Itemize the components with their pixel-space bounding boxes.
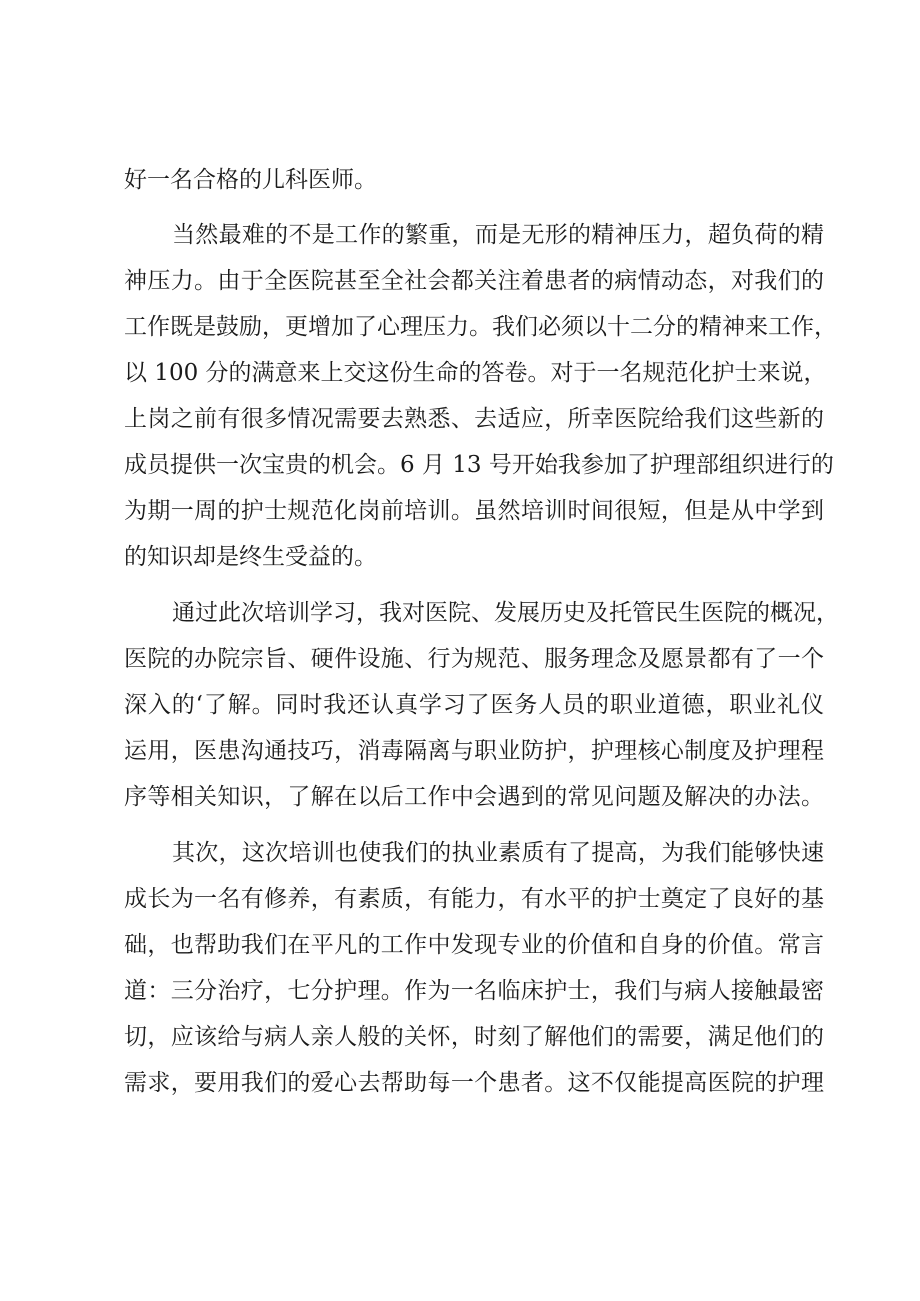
paragraph-first-line: 其次，这次培训也使我们的执业素质有了提高，为我们能够快速 (172, 840, 824, 866)
text-line: 为期一周的护士规范化岗前培训。虽然培训时间很短，但是从中学到 (124, 498, 824, 524)
text-line: 切，应该给与病人亲人般的关怀，时刻了解他们的需要，满足他们的 (124, 1024, 824, 1050)
text-line: 深入的‘了解。同时我还认真学习了医务人员的职业道德，职业礼仪 (124, 692, 824, 718)
text-line: 以 100 分的满意来上交这份生命的答卷。对于一名规范化护士来说， (124, 360, 827, 386)
text-line: 需求，要用我们的爱心去帮助每一个患者。这不仅能提高医院的护理 (124, 1070, 824, 1096)
text-line: 上岗之前有很多情况需要去熟悉、去适应，所幸医院给我们这些新的 (124, 406, 824, 432)
text-line: 医院的办院宗旨、硬件设施、行为规范、服务理念及愿景都有了一个 (124, 646, 824, 672)
text-line: 好一名合格的儿科医师。 (124, 167, 377, 193)
text-line: 的知识却是终生受益的。 (124, 544, 377, 570)
text-line: 成员提供一次宝贵的机会。6 月 13 号开始我参加了护理部组织进行的 (124, 452, 834, 478)
text-line: 运用，医患沟通技巧，消毒隔离与职业防护，护理核心制度及护理程 (124, 738, 824, 764)
text-line: 工作既是鼓励，更增加了心理压力。我们必须以十二分的精神来工作， (124, 314, 837, 340)
text-line: 础，也帮助我们在平凡的工作中发现专业的价值和自身的价值。常言 (124, 932, 824, 958)
paragraph-first-line: 当然最难的不是工作的繁重，而是无形的精神压力，超负荷的精 (172, 222, 824, 248)
text-line: 成长为一名有修养，有素质，有能力，有水平的护士奠定了良好的基 (124, 886, 824, 912)
text-line: 道：三分治疗，七分护理。作为一名临床护士，我们与病人接触最密 (124, 978, 824, 1004)
text-line: 神压力。由于全医院甚至全社会都关注着患者的病情动态，对我们的 (124, 268, 824, 294)
paragraph-first-line: 通过此次培训学习，我对医院、发展历史及托管民生医院的概况， (172, 600, 839, 626)
text-line: 序等相关知识，了解在以后工作中会遇到的常见问题及解决的办法。 (124, 784, 824, 810)
